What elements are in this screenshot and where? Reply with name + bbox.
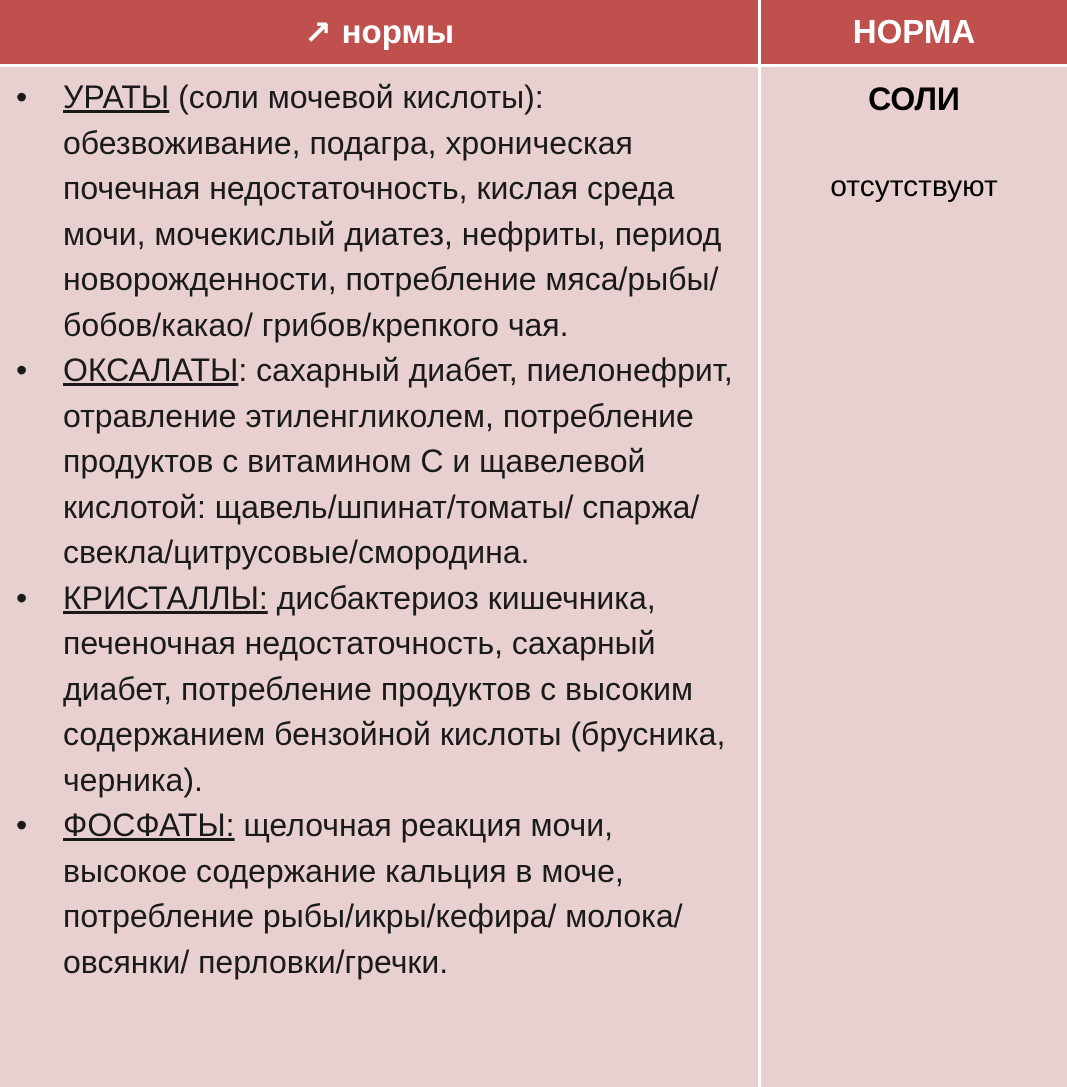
norm-cell	[761, 67, 1067, 1087]
north-east-arrow-icon: ↗	[303, 13, 332, 51]
header-right-label: НОРМА	[852, 13, 976, 50]
item-text-urates: (соли мочевой кислоты): обезвоживание, подагра, хроническая почечная недостаточность, кислая среда мочи, мочекислый диатез, нефриты, период новорожденности, потребление мяса/рыбы/бобов/какао/ грибов/крепкого чая.	[63, 79, 722, 343]
above-norm-cell	[0, 67, 758, 1087]
bullet-icon: •	[16, 79, 28, 115]
header-left-label: нормы	[341, 13, 455, 50]
list-item-phosphates	[0, 803, 758, 985]
norm-title: СОЛИ	[868, 81, 960, 117]
bullet-icon: •	[16, 352, 28, 388]
norm-value: отсутствуют	[830, 170, 998, 203]
column-divider	[758, 0, 761, 1087]
term-phosphates: ФОСФАТЫ:	[63, 807, 235, 843]
causes-list	[0, 67, 758, 985]
table-header	[0, 0, 1067, 67]
item-text-oxalates: : сахарный диабет, пиелонефрит, отравление этиленгликолем, потребление продуктов с витамином С и щавелевой кислотой: щавель/шпинат/томаты/ спаржа/свекла/цитрусовые/смородина.	[63, 352, 733, 570]
table-body-row	[0, 67, 1067, 1087]
term-oxalates: ОКСАЛАТЫ	[63, 352, 239, 388]
list-item-crystals	[0, 576, 758, 804]
bullet-icon: •	[16, 579, 28, 616]
term-urates: УРАТЫ	[63, 79, 170, 115]
item-text-crystals: дисбактериоз кишечника, печеночная недостаточность, сахарный диабет, потребление продуктов с высоким содержанием бензойной кислоты (брусника, черника).	[63, 579, 726, 798]
item-text-phosphates: щелочная реакция мочи, высокое содержание кальция в моче, потребление рыбы/икры/кефира/ молока/овсянки/ перловки/гречки.	[63, 807, 683, 980]
bullet-icon: •	[16, 807, 28, 843]
list-item-urates	[0, 75, 758, 348]
header-cell-norm	[761, 0, 1067, 64]
term-crystals: КРИСТАЛЛЫ:	[63, 579, 268, 616]
header-cell-above-norm	[0, 0, 758, 64]
list-item-oxalates	[0, 348, 758, 576]
